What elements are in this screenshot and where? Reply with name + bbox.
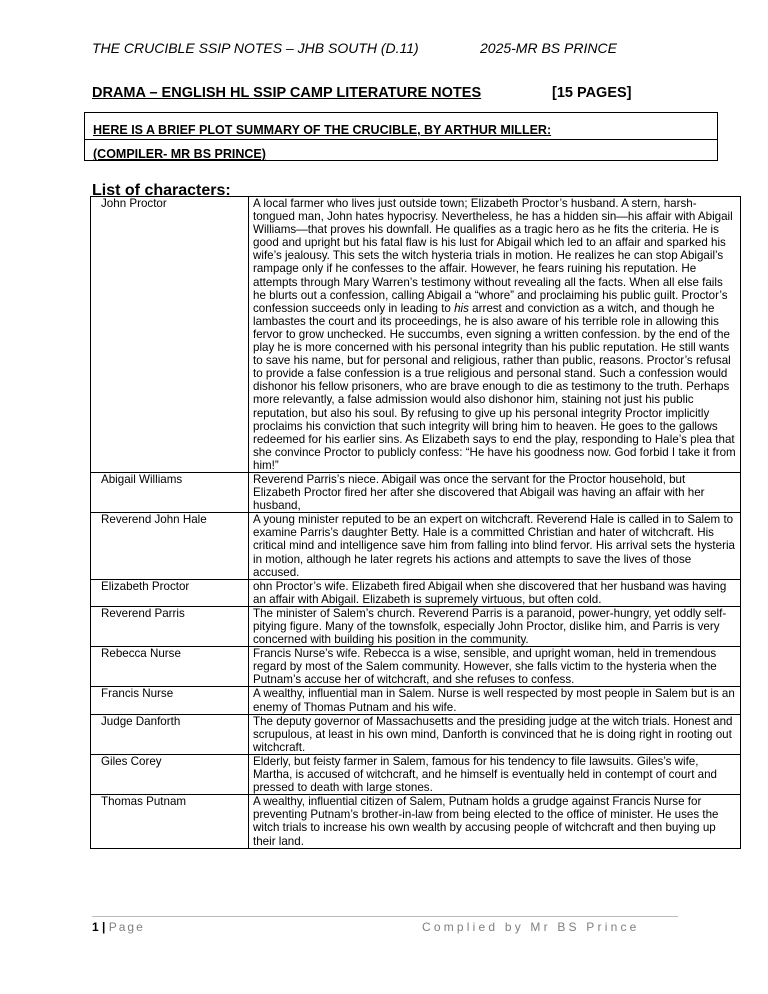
table-row [91,197,741,473]
table-row [91,754,741,794]
character-description: The minister of Salem’s church. Reverend Parris is a paranoid, power-hungry, yet oddly self-pitying figure. Many of the townsfolk, especially John Proctor, dislike him, and Parris is very concerned with building his position in the community. [249,606,741,646]
character-description: Francis Nurse’s wife. Rebecca is a wise, sensible, and upright woman, held in tremendous regard by most of the Salem community. However, she falls victim to the hysteria when the Putnam’s accuse her of witchcraft, and she refuses to confess. [249,647,741,687]
character-description: A wealthy, influential citizen of Salem, Putnam holds a grudge against Francis Nurse for preventing Putnam’s brother-in-law from being elected to the office of minister. He uses the witch trials to increase his own wealth by accusing people of witchcraft and then buying up their land. [249,795,741,848]
character-description: A wealthy, influential man in Salem. Nurse is well respected by most people in Salem but is an enemy of Thomas Putnam and his wife. [249,687,741,714]
character-name: Thomas Putnam [91,795,249,848]
character-name: Abigail Williams [91,472,249,512]
character-name: Giles Corey [91,754,249,794]
table-row [91,606,741,646]
footer-separator: | [102,920,106,934]
table-row [91,472,741,512]
summary-line-1: HERE IS A BRIEF PLOT SUMMARY OF THE CRUCIBLE, BY ARTHUR MILLER: [93,123,552,137]
page-number: 1 [92,920,99,934]
character-description: ohn Proctor’s wife. Elizabeth fired Abigail when she discovered that her husband was having an affair with Abigail. Elizabeth is supremely virtuous, but often cold. [249,579,741,606]
summary-box [84,112,718,161]
character-description: The deputy governor of Massachusetts and the presiding judge at the witch trials. Honest and scrupulous, at least in his own mind, Danforth is convinced that he is doing right in rooting out witchcraft. [249,714,741,754]
table-row [91,795,741,848]
list-of-characters-heading: List of characters: [92,182,231,199]
footer-divider [92,916,678,917]
character-name: Elizabeth Proctor [91,579,249,606]
document-title [92,85,652,101]
characters-table [90,196,741,849]
character-name: Reverend John Hale [91,513,249,579]
header-right-text: 2025-MR BS PRINCE [480,40,617,56]
character-name: Reverend Parris [91,606,249,646]
table-row [91,513,741,579]
summary-line-2: (COMPILER- MR BS PRINCE) [93,147,266,161]
table-row [91,579,741,606]
character-description: Reverend Parris’s niece. Abigail was once the servant for the Proctor household, but Elizabeth Proctor fired her after she discovered that Abigail was having an affair with her husband, [249,472,741,512]
table-row [91,647,741,687]
page-number-block [92,920,145,934]
character-name: Francis Nurse [91,687,249,714]
character-description: A young minister reputed to be an expert on witchcraft. Reverend Hale is called in to Salem to examine Parris’s daughter Betty. Hale is a committed Christian and hater of witchcraft. His critical mind and intelligence save him from falling into blind fervor. His arrival sets the hysteria in motion, although he later regrets his actions and attempts to save the lives of those accused. [249,513,741,579]
footer-compiled-by: Complied by Mr BS Prince [422,920,640,934]
character-description: Elderly, but feisty farmer in Salem, famous for his tendency to file lawsuits. Giles’s wife, Martha, is accused of witchcraft, and he himself is eventually held in contempt of court and pressed to death with large stones. [249,754,741,794]
character-name: John Proctor [91,197,249,473]
header-left-text: THE CRUCIBLE SSIP NOTES – JHB SOUTH (D.11) [92,40,419,56]
page-word: Page [108,920,145,934]
page-footer [92,920,682,934]
page-header [92,40,692,56]
title-page-count: [15 PAGES] [552,85,632,101]
title-main: DRAMA – ENGLISH HL SSIP CAMP LITERATURE NOTES [92,85,482,101]
table-row [91,687,741,714]
character-description: A local farmer who lives just outside town; Elizabeth Proctor’s husband. A stern, harsh-tongued man, John hates hypocrisy. Nevertheless, he has a hidden sin—his affair with Abigail Williams—that proves his downfall. He qualifies as a tragic hero as he fits the criteria. He is good and upright but his fatal flaw is his lust for Abigail which led to an affair and sparked his wife’s jealousy. This sets the witch hysteria trials in motion. He realizes he can stop Abigail’s rampage only if he confesses to the affair. However, he fears ruining his reputation. He attempts through Mary Warren’s testimony without revealing all the facts. When all else fails he blurts out a confession, calling Abigail a “whore” and proclaiming his public guilt. Proctor’s confession succeeds only in leading to his arrest and conviction as a witch, and though he lambastes the court and its proceedings, he is also aware of his terrible role in allowing this fervor to grow unchecked. He succumbs, even signing a written confession. by the end of the play he is more concerned with his personal integrity than his public reputation. He still wants to save his name, but for personal and religious, rather than public, reasons. Proctor’s refusal to provide a false confession is a true religious and personal stand. Such a confession would dishonor his fellow prisoners, who are brave enough to die as testimony to the truth. Perhaps more relevantly, a false admission would also dishonor him, staining not just his public reputation, but also his soul. By refusing to give up his personal integrity Proctor implicitly proclaims his conviction that such integrity will bring him to heaven. He goes to the gallows redeemed for his earlier sins. As Elizabeth says to end the play, responding to Hale’s plea that she convince Proctor to publicly confess: “He have his goodness now. God forbid I take it from him!” [249,197,741,473]
table-row [91,714,741,754]
character-name: Judge Danforth [91,714,249,754]
summary-divider [85,139,717,140]
character-name: Rebecca Nurse [91,647,249,687]
